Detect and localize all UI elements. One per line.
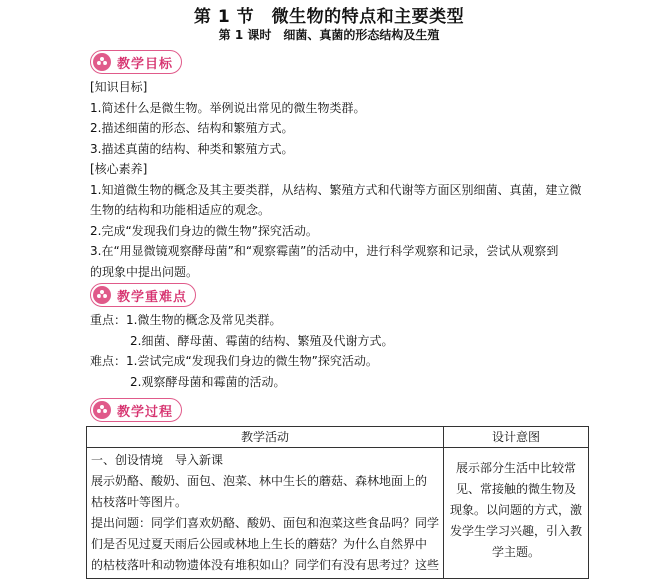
goals-line: 1.知道微生物的概念及其主要类群，从结构、繁殖方式和代谢等方面区别细菌、真菌，建立微 bbox=[90, 182, 582, 197]
intent-line: 现象。以问题的方式，激 bbox=[450, 503, 583, 517]
goals-line: 生物的结构和功能相适应的观念。 bbox=[90, 203, 271, 217]
goals-line: 1.简述什么是微生物。举例说出常见的微生物类群。 bbox=[90, 100, 366, 115]
key-points-line: 重点：1.微生物的概念及常见类群。 bbox=[90, 313, 282, 327]
section-label-key-points: 教学重难点 bbox=[117, 289, 188, 305]
intent-line: 见、常接触的微生物及 bbox=[456, 482, 577, 496]
key-points-line: 2.观察酵母菌和霉菌的活动。 bbox=[130, 374, 286, 389]
page-subtitle: 第 1 课时 细菌、真菌的形态结构及生殖 bbox=[218, 28, 440, 42]
goals-line: 2.描述细菌的形态、结构和繁殖方式。 bbox=[90, 121, 294, 135]
flower-icon bbox=[93, 286, 111, 304]
goals-line: 3.在“用显微镜观察酵母菌”和“观察霉菌”的活动中，进行科学观察和记录，尝试从观察到 bbox=[90, 244, 559, 258]
flower-icon bbox=[93, 53, 111, 71]
activity-line: 的枯枝落叶和动物遗体没有堆积如山？同学们有没有思考过？这些 bbox=[91, 558, 440, 572]
activity-line: 们是否见过夏天雨后公园或林地上生长的蘑菇？为什么自然界中 bbox=[91, 537, 428, 551]
table-header-activity: 教学活动 bbox=[87, 427, 444, 448]
table-header-intent: 设计意图 bbox=[444, 427, 589, 448]
key-points-line: 2.细菌、酵母菌、霉菌的结构、繁殖及代谢方式。 bbox=[130, 333, 394, 348]
goals-line: 2.完成“发现我们身边的微生物”探究活动。 bbox=[90, 223, 318, 238]
page-title: 第 1 节 微生物的特点和主要类型 bbox=[193, 7, 465, 27]
activity-line: 枯枝落叶等图片。 bbox=[91, 495, 188, 509]
goals-line: 3.描述真菌的结构、种类和繁殖方式。 bbox=[90, 141, 294, 156]
process-table bbox=[86, 426, 589, 579]
key-points-line: 难点：1.尝试完成“发现我们身边的微生物”探究活动。 bbox=[90, 354, 378, 368]
section-badge-key-points bbox=[90, 283, 196, 307]
activity-line: 提出问题：同学们喜欢奶酪、酸奶、面包和泡菜这些食品吗？同学 bbox=[91, 516, 440, 530]
goals-line: [知识目标] bbox=[90, 80, 148, 94]
table-header-row bbox=[87, 427, 589, 448]
goals-line: [核心素养] bbox=[90, 162, 148, 176]
section-badge-process bbox=[90, 398, 182, 422]
intent-line: 发学生学习兴趣，引入教 bbox=[450, 524, 583, 538]
section-label-process: 教学过程 bbox=[117, 404, 174, 420]
activity-line: 展示奶酪、酸奶、面包、泡菜、林中生长的蘑菇、森林地面上的 bbox=[91, 474, 428, 488]
key-points-block bbox=[90, 310, 630, 392]
intent-line: 学主题。 bbox=[492, 545, 541, 559]
table-row bbox=[87, 448, 589, 579]
goals-block bbox=[90, 77, 630, 282]
activity-cell bbox=[87, 448, 444, 579]
goals-line: 的现象中提出问题。 bbox=[90, 264, 199, 279]
flower-icon bbox=[93, 401, 111, 419]
intent-line: 展示部分生活中比较常 bbox=[456, 461, 577, 475]
activity-line: 一、创设情境 导入新课 bbox=[91, 453, 224, 467]
section-label-goals: 教学目标 bbox=[117, 56, 174, 72]
section-badge-goals bbox=[90, 50, 182, 74]
intent-cell bbox=[444, 448, 589, 579]
